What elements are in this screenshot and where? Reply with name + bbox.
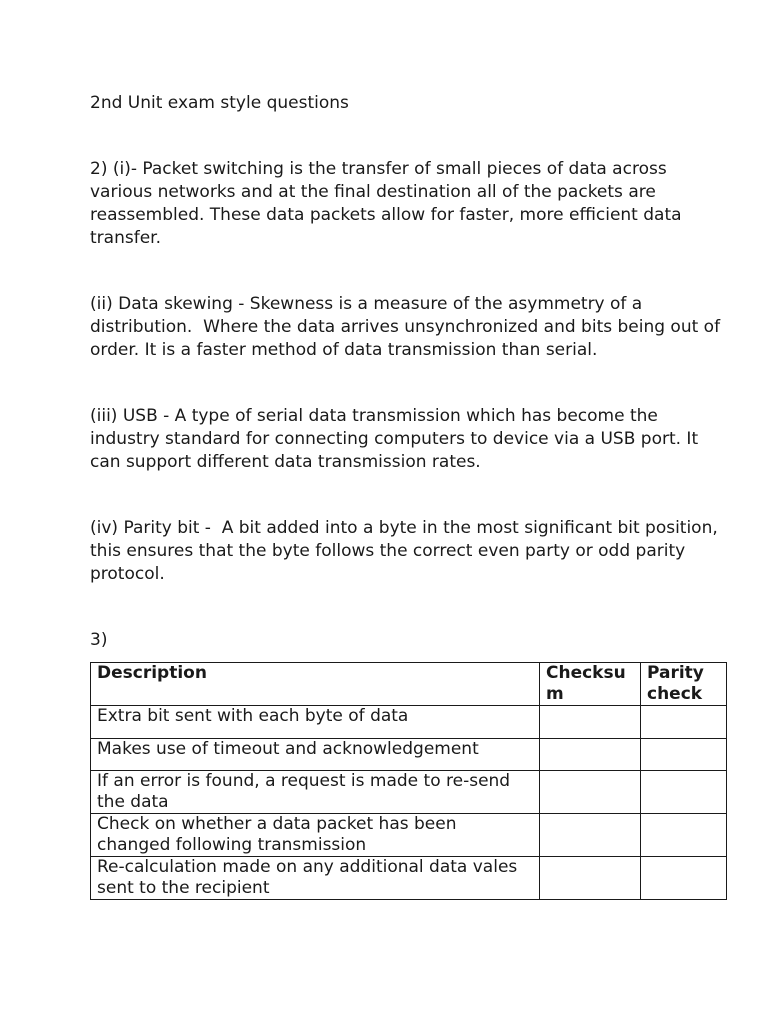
table-header-row <box>91 663 727 706</box>
table-row <box>91 814 727 857</box>
row-description: Re-calculation made on any additional data vales sent to the recipient <box>91 857 540 900</box>
row-description: Extra bit sent with each byte of data <box>91 706 540 739</box>
table-row <box>91 739 727 771</box>
parity-check-cell[interactable] <box>641 739 727 771</box>
document-page <box>90 92 730 900</box>
parity-check-cell[interactable] <box>641 771 727 814</box>
checksum-cell[interactable] <box>540 706 641 739</box>
checksum-cell[interactable] <box>540 857 641 900</box>
table-row <box>91 771 727 814</box>
document-title: 2nd Unit exam style questions <box>90 93 349 113</box>
parity-check-cell[interactable] <box>641 706 727 739</box>
row-description: Check on whether a data packet has been changed following transmission <box>91 814 540 857</box>
checksum-cell[interactable] <box>540 771 641 814</box>
error-check-table <box>90 662 727 900</box>
table-row <box>91 857 727 900</box>
answer-2-ii: (ii) Data skewing - Skewness is a measure of the asymmetry of a distribution. Where the data arrives unsynchronized and bits being out of order. It is a faster method of data transmission than serial. <box>90 294 726 360</box>
checksum-cell[interactable] <box>540 814 641 857</box>
answer-2-i: 2) (i)- Packet switching is the transfer of small pieces of data across various networks and at the final destination all of the packets are reassembled. These data packets allow for faster, more efficient data transfer. <box>90 159 687 248</box>
answer-2-iii: (iii) USB - A type of serial data transmission which has become the industry standard for connecting computers to device via a USB port. It can support different data transmission rates. <box>90 406 704 472</box>
header-checksum: Checksum <box>540 663 641 706</box>
header-description: Description <box>91 663 540 706</box>
parity-check-cell[interactable] <box>641 857 727 900</box>
answer-2-iv: (iv) Parity bit - A bit added into a byte in the most significant bit position, this ensures that the byte follows the correct even party or odd parity protocol. <box>90 518 724 584</box>
row-description: If an error is found, a request is made to re-send the data <box>91 771 540 814</box>
parity-check-cell[interactable] <box>641 814 727 857</box>
checksum-cell[interactable] <box>540 739 641 771</box>
header-parity-check: Parity check <box>641 663 727 706</box>
question-3-label: 3) <box>90 630 108 650</box>
table-row <box>91 706 727 739</box>
row-description: Makes use of timeout and acknowledgement <box>91 739 540 771</box>
